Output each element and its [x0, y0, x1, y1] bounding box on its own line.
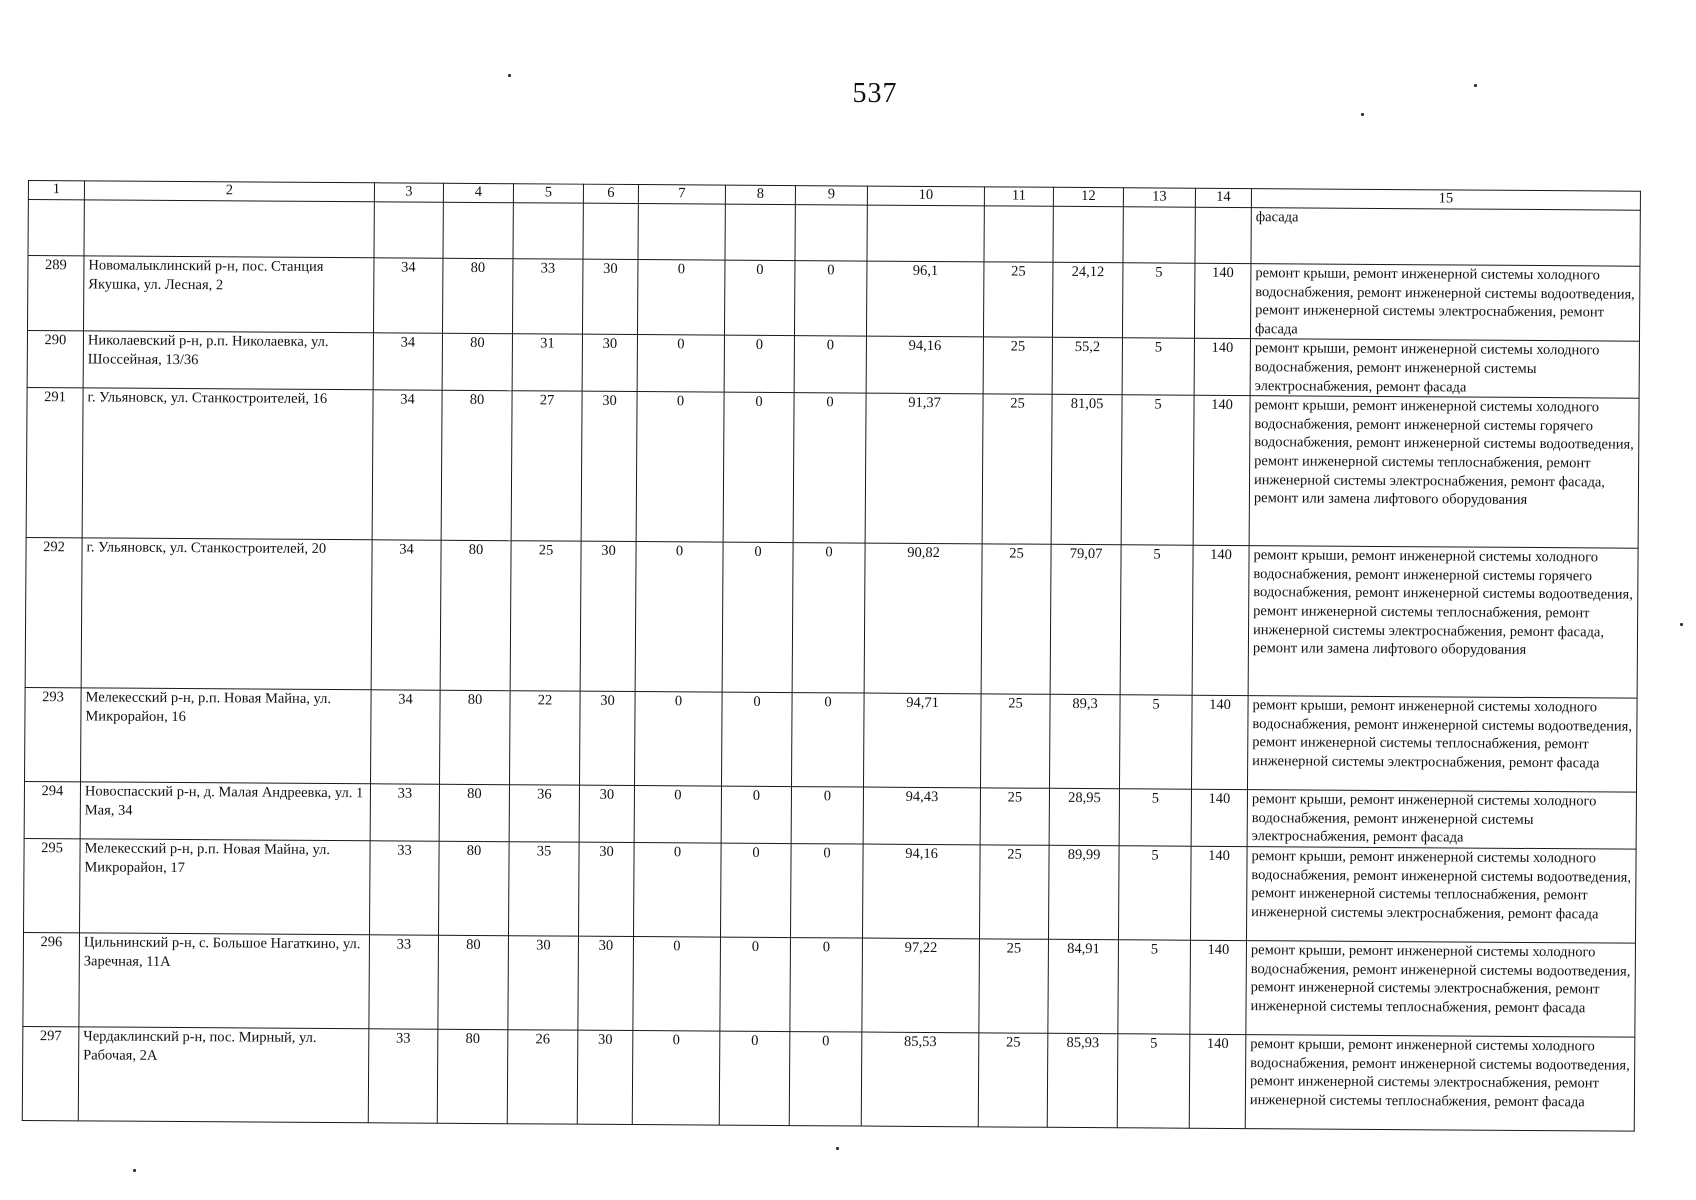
address-cell: Цильнинский р-н, с. Большое Нагаткино, ул. Заречная, 11А	[79, 933, 370, 1029]
value-cell-c12: 28,95	[1049, 788, 1119, 845]
value-cell-c6: 30	[578, 842, 634, 936]
column-header: 3	[374, 183, 443, 202]
registry-sheet	[22, 180, 1640, 1132]
value-cell-c10: 96,1	[866, 261, 983, 337]
value-cell-c10: 94,43	[863, 787, 980, 845]
value-cell-c14: 140	[1190, 846, 1247, 940]
value-cell-c4: 80	[442, 258, 512, 334]
value-cell-c6: 30	[582, 335, 637, 392]
table-cell	[725, 204, 795, 260]
value-cell-c12: 89,3	[1049, 694, 1120, 788]
value-cell-c4: 80	[442, 334, 512, 391]
value-cell-c10: 97,22	[862, 938, 980, 1033]
value-cell-c14: 140	[1189, 1034, 1246, 1128]
value-cell-c8: 0	[724, 335, 794, 392]
value-cell-c8: 0	[722, 542, 793, 692]
works-cell: ремонт крыши, ремонт инженерной системы холодного водоснабжения, ремонт инженерной системы горячего водоснабжения, ремонт инженерной системы водоотведения, ремонт инженерной системы теплоснабжения, ремонт инженерной системы электроснабжения, ремонт фасада, ремонт или замена лифтового оборудования	[1249, 396, 1639, 549]
value-cell-c9: 0	[794, 261, 866, 337]
works-cell: фасада	[1251, 208, 1640, 267]
value-cell-c7: 0	[637, 260, 724, 336]
column-header: 14	[1195, 188, 1251, 207]
column-header: 1	[28, 181, 84, 200]
value-cell-c5: 26	[507, 1030, 578, 1124]
table-cell	[638, 204, 725, 261]
scan-speck	[508, 74, 511, 77]
value-cell-c12: 79,07	[1050, 544, 1121, 694]
value-cell-c12: 81,05	[1051, 394, 1122, 544]
works-cell: ремонт крыши, ремонт инженерной системы холодного водоснабжения, ремонт инженерной системы электроснабжения, ремонт фасада	[1250, 339, 1639, 398]
address-cell: Чердаклинский р-н, пос. Мирный, ул. Рабочая, 2А	[78, 1027, 369, 1123]
value-cell-c13: 5	[1118, 940, 1191, 1034]
column-header: 6	[583, 184, 638, 203]
value-cell-c3: 34	[371, 690, 441, 784]
column-header: 11	[984, 187, 1053, 206]
value-cell-c3: 33	[369, 935, 439, 1029]
row-number-cell: 291	[26, 388, 83, 538]
table-cell	[1123, 207, 1195, 263]
value-cell-c11: 25	[981, 544, 1051, 694]
value-cell-c8: 0	[721, 786, 791, 843]
value-cell-c7: 0	[633, 842, 721, 937]
value-cell-c14: 140	[1190, 940, 1247, 1034]
table-row	[23, 932, 1636, 1037]
value-cell-c13: 5	[1122, 263, 1194, 339]
value-cell-c10: 90,82	[864, 543, 982, 694]
column-header: 5	[513, 184, 583, 203]
column-header: 13	[1123, 188, 1195, 207]
value-cell-c3: 33	[370, 784, 439, 841]
value-cell-c8: 0	[720, 937, 791, 1031]
address-cell: Новоспасский р-н, д. Малая Андреевка, ул. 1 Мая, 34	[80, 782, 370, 841]
value-cell-c4: 80	[438, 935, 509, 1029]
value-cell-c5: 33	[512, 259, 582, 335]
value-cell-c11: 25	[978, 1033, 1048, 1127]
value-cell-c8: 0	[721, 692, 792, 786]
value-cell-c11: 25	[980, 788, 1049, 845]
scan-speck	[1474, 84, 1477, 87]
value-cell-c3: 34	[371, 540, 441, 690]
value-cell-c7: 0	[636, 392, 724, 543]
value-cell-c3: 34	[373, 333, 442, 390]
table-cell	[84, 200, 374, 258]
value-cell-c6: 30	[582, 259, 637, 335]
column-header: 9	[795, 186, 867, 205]
row-number-cell: 289	[27, 256, 83, 332]
value-cell-c14: 140	[1191, 789, 1247, 846]
value-cell-c5: 22	[509, 691, 580, 785]
row-number-cell: 293	[25, 688, 82, 782]
value-cell-c6: 30	[578, 936, 634, 1030]
table-row	[27, 256, 1639, 342]
table-row	[25, 538, 1638, 699]
value-cell-c5: 27	[511, 391, 582, 541]
table-cell	[1053, 206, 1123, 262]
value-cell-c7: 0	[637, 335, 724, 392]
value-cell-c6: 30	[577, 1030, 633, 1124]
value-cell-c13: 5	[1120, 545, 1193, 695]
value-cell-c12: 89,99	[1048, 845, 1119, 939]
column-header: 12	[1053, 187, 1123, 206]
value-cell-c7: 0	[635, 542, 723, 693]
value-cell-c13: 5	[1122, 338, 1194, 395]
value-cell-c6: 30	[581, 391, 637, 541]
scan-speck	[1680, 623, 1683, 626]
table-row	[25, 688, 1638, 793]
value-cell-c8: 0	[724, 260, 794, 336]
value-cell-c9: 0	[790, 844, 863, 938]
value-cell-c14: 140	[1194, 339, 1250, 396]
works-cell: ремонт крыши, ремонт инженерной системы холодного водоснабжения, ремонт инженерной системы водоотведения, ремонт инженерной системы электроснабжения, ремонт фасада	[1250, 264, 1639, 342]
value-cell-c10: 94,16	[862, 844, 980, 939]
value-cell-c13: 5	[1117, 1034, 1190, 1128]
registry-table	[22, 180, 1641, 1132]
row-number-cell: 290	[27, 331, 83, 388]
value-cell-c11: 25	[982, 394, 1052, 544]
value-cell-c9: 0	[793, 393, 866, 543]
table-cell	[1195, 207, 1251, 263]
address-cell: г. Ульяновск, ул. Станкостроителей, 20	[81, 538, 372, 690]
value-cell-c11: 25	[979, 845, 1049, 939]
scan-speck	[1361, 113, 1364, 116]
address-cell: Мелекесский р-н, р.п. Новая Майна, ул. Микрорайон, 16	[81, 688, 372, 784]
value-cell-c3: 34	[373, 258, 442, 334]
value-cell-c9: 0	[790, 938, 863, 1032]
address-cell: г. Ульяновск, ул. Станкостроителей, 16	[82, 388, 373, 540]
table-cell	[583, 203, 638, 259]
value-cell-c10: 94,16	[866, 336, 983, 394]
value-cell-c7: 0	[634, 786, 721, 843]
value-cell-c3: 33	[368, 1029, 438, 1123]
value-cell-c5: 30	[508, 936, 579, 1030]
table-cell	[513, 203, 583, 259]
address-cell: Николаевский р-н, р.п. Николаевка, ул. Шоссейная, 13/36	[83, 331, 373, 390]
column-header: 15	[1251, 189, 1640, 211]
table-row	[24, 838, 1637, 943]
page-number: 537	[852, 78, 898, 109]
works-cell: ремонт крыши, ремонт инженерной системы холодного водоснабжения, ремонт инженерной системы водоотведения, ремонт инженерной системы электроснабжения, ремонт инженерной системы теплоснабжения, ремонт фасада	[1246, 941, 1636, 1038]
value-cell-c3: 33	[370, 841, 440, 935]
value-cell-c3: 34	[372, 390, 442, 540]
scan-speck	[133, 1169, 136, 1172]
value-cell-c8: 0	[720, 843, 791, 937]
column-header: 10	[867, 186, 984, 206]
row-number-cell: 297	[22, 1026, 79, 1120]
row-number-cell: 292	[25, 538, 82, 688]
address-cell: Мелекесский р-н, р.п. Новая Майна, ул. Микрорайон, 17	[80, 839, 371, 935]
value-cell-c5: 25	[510, 541, 581, 691]
works-cell: ремонт крыши, ремонт инженерной системы холодного водоснабжения, ремонт инженерной системы водоотведения, ремонт инженерной системы электроснабжения, ремонт инженерной системы теплоснабжения, ремонт фасада	[1245, 1035, 1635, 1132]
value-cell-c14: 140	[1193, 395, 1250, 545]
value-cell-c4: 80	[441, 390, 512, 540]
value-cell-c14: 140	[1194, 263, 1250, 339]
value-cell-c9: 0	[791, 693, 864, 787]
row-number-cell: 294	[24, 782, 80, 839]
works-cell: ремонт крыши, ремонт инженерной системы холодного водоснабжения, ремонт инженерной системы горячего водоснабжения, ремонт инженерной системы водоотведения, ремонт инженерной системы теплоснабжения, ремонт инженерной системы электроснабжения, ремонт фасада, ремонт или замена лифтового оборудования	[1248, 546, 1638, 699]
value-cell-c12: 55,2	[1052, 338, 1122, 395]
table-row	[26, 388, 1639, 549]
value-cell-c6: 30	[579, 691, 635, 785]
row-number-cell: 296	[23, 932, 80, 1026]
table-cell	[984, 206, 1053, 262]
value-cell-c7: 0	[634, 692, 722, 787]
value-cell-c12: 24,12	[1052, 262, 1122, 338]
column-header: 8	[725, 185, 795, 204]
value-cell-c9: 0	[789, 1032, 862, 1126]
table-cell	[28, 200, 84, 256]
value-cell-c9: 0	[792, 543, 865, 693]
value-cell-c4: 80	[440, 690, 511, 784]
value-cell-c11: 25	[980, 694, 1050, 788]
value-cell-c11: 25	[979, 939, 1049, 1033]
value-cell-c5: 31	[512, 334, 582, 391]
scan-speck	[836, 1147, 839, 1150]
value-cell-c8: 0	[723, 392, 794, 542]
table-cell	[443, 202, 513, 258]
value-cell-c9: 0	[791, 787, 863, 844]
value-cell-c12: 85,93	[1047, 1033, 1118, 1127]
table-row	[24, 782, 1636, 849]
column-header: 7	[638, 185, 725, 205]
value-cell-c5: 35	[508, 842, 579, 936]
row-number-cell: 295	[24, 838, 81, 932]
value-cell-c4: 80	[439, 841, 510, 935]
value-cell-c10: 85,53	[861, 1032, 979, 1127]
value-cell-c11: 25	[983, 337, 1052, 394]
value-cell-c13: 5	[1119, 695, 1192, 789]
value-cell-c14: 140	[1191, 695, 1248, 789]
value-cell-c4: 80	[439, 784, 509, 841]
value-cell-c4: 80	[437, 1029, 508, 1123]
works-cell: ремонт крыши, ремонт инженерной системы холодного водоснабжения, ремонт инженерной системы водоотведения, ремонт инженерной системы теплоснабжения, ремонт инженерной системы электроснабжения, ремонт фасада	[1246, 847, 1636, 944]
column-header: 2	[84, 181, 374, 202]
address-cell: Новомалыклинский р-н, пос. Станция Якушка, ул. Лесная, 2	[83, 256, 373, 333]
table-cell	[374, 202, 443, 258]
value-cell-c7: 0	[632, 1030, 720, 1125]
table-row	[22, 1026, 1635, 1131]
value-cell-c4: 80	[440, 540, 511, 690]
table-cell	[795, 205, 867, 261]
value-cell-c8: 0	[719, 1031, 790, 1125]
column-header: 4	[443, 183, 513, 202]
value-cell-c10: 94,71	[863, 693, 981, 788]
value-cell-c6: 30	[580, 541, 636, 691]
value-cell-c13: 5	[1121, 395, 1194, 545]
value-cell-c12: 84,91	[1048, 939, 1119, 1033]
value-cell-c13: 5	[1119, 789, 1191, 846]
works-cell: ремонт крыши, ремонт инженерной системы холодного водоснабжения, ремонт инженерной системы водоотведения, ремонт инженерной системы теплоснабжения, ремонт инженерной системы электроснабжения, ремонт фасада	[1247, 696, 1637, 793]
table-row	[27, 331, 1639, 398]
works-cell: ремонт крыши, ремонт инженерной системы холодного водоснабжения, ремонт инженерной системы электроснабжения, ремонт фасада	[1247, 790, 1636, 849]
value-cell-c14: 140	[1192, 545, 1249, 695]
value-cell-c9: 0	[794, 336, 866, 393]
table-cell	[867, 205, 984, 262]
value-cell-c6: 30	[579, 785, 634, 842]
value-cell-c13: 5	[1118, 846, 1191, 940]
value-cell-c11: 25	[983, 262, 1052, 338]
value-cell-c5: 36	[509, 785, 579, 842]
value-cell-c7: 0	[633, 936, 721, 1031]
value-cell-c10: 91,37	[865, 393, 983, 544]
